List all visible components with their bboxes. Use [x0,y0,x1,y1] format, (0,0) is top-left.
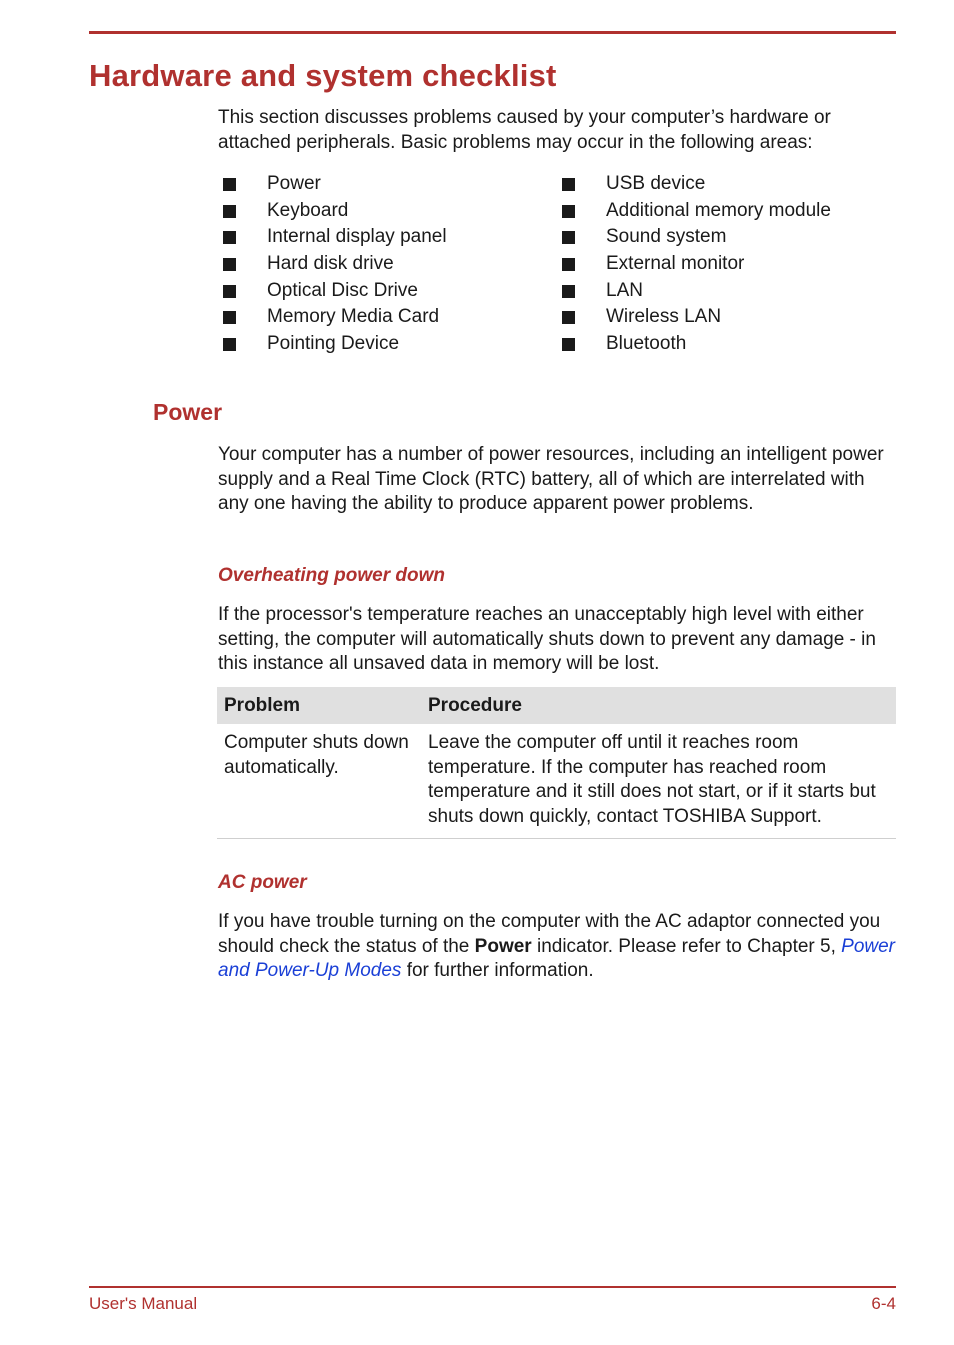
list-item: Wireless LAN [562,304,831,331]
square-bullet-icon [562,258,575,271]
list-item: Hard disk drive [223,251,447,278]
list-item: Internal display panel [223,224,447,251]
table-row [217,724,896,839]
power-heading: Power [153,399,223,425]
areas-list-right [562,171,831,358]
procedure-cell: Leave the computer off until it reaches room temperature. If the computer has reached room temperature and it still does not start, or if it starts but shuts down quickly, contact TOSHIBA Support. [421,724,896,839]
list-item: Power [223,171,447,198]
list-item: Pointing Device [223,331,447,358]
bottom-rule [89,1286,896,1288]
list-item: Bluetooth [562,331,831,358]
square-bullet-icon [223,311,236,324]
table-header-row [217,687,896,724]
square-bullet-icon [223,205,236,218]
column-header-procedure: Procedure [421,687,896,724]
list-item: Optical Disc Drive [223,278,447,305]
overheating-paragraph: If the processor's temperature reaches an unacceptably high level with either setting, the computer will automatically shuts down to prevent any damage - in this instance all unsaved data in memory will be lost. [218,604,876,674]
column-header-problem: Problem [217,687,421,724]
square-bullet-icon [223,285,236,298]
list-item: External monitor [562,251,831,278]
footer-page-number: 6-4 [871,1294,896,1313]
footer-manual-name: User's Manual [89,1294,198,1313]
power-modes-link[interactable]: Power and Power-Up Modes [218,935,896,981]
list-item: USB device [562,171,831,198]
square-bullet-icon [562,285,575,298]
square-bullet-icon [562,338,575,351]
square-bullet-icon [223,178,236,191]
areas-list-left [223,171,447,358]
power-indicator-term: Power [474,935,532,957]
square-bullet-icon [562,231,575,244]
square-bullet-icon [223,338,236,351]
list-item: Keyboard [223,198,447,225]
list-item: Sound system [562,224,831,251]
intro-paragraph: This section discusses problems caused by your computer’s hardware or attached peripherals. Basic problems may occur in the following areas: [218,107,831,153]
square-bullet-icon [562,205,575,218]
problem-procedure-table [217,687,896,839]
square-bullet-icon [223,258,236,271]
list-item: Memory Media Card [223,304,447,331]
square-bullet-icon [223,231,236,244]
top-rule [89,31,896,34]
ac-power-paragraph: If you have trouble turning on the computer with the AC adaptor connected you should check the status of the Power indicator. Please refer to Chapter 5, Power and Power-Up Modes for further information. [218,911,896,981]
problem-cell: Computer shuts down automatically. [217,724,421,839]
power-paragraph: Your computer has a number of power resources, including an intelligent power supply and a Real Time Clock (RTC) battery, all of which are interrelated with any one having the ability to produce apparent power problems. [218,444,884,514]
square-bullet-icon [562,178,575,191]
page-title: Hardware and system checklist [89,58,557,93]
overheating-heading: Overheating power down [218,565,445,586]
ac-power-heading: AC power [218,872,307,893]
list-item: Additional memory module [562,198,831,225]
square-bullet-icon [562,311,575,324]
list-item: LAN [562,278,831,305]
